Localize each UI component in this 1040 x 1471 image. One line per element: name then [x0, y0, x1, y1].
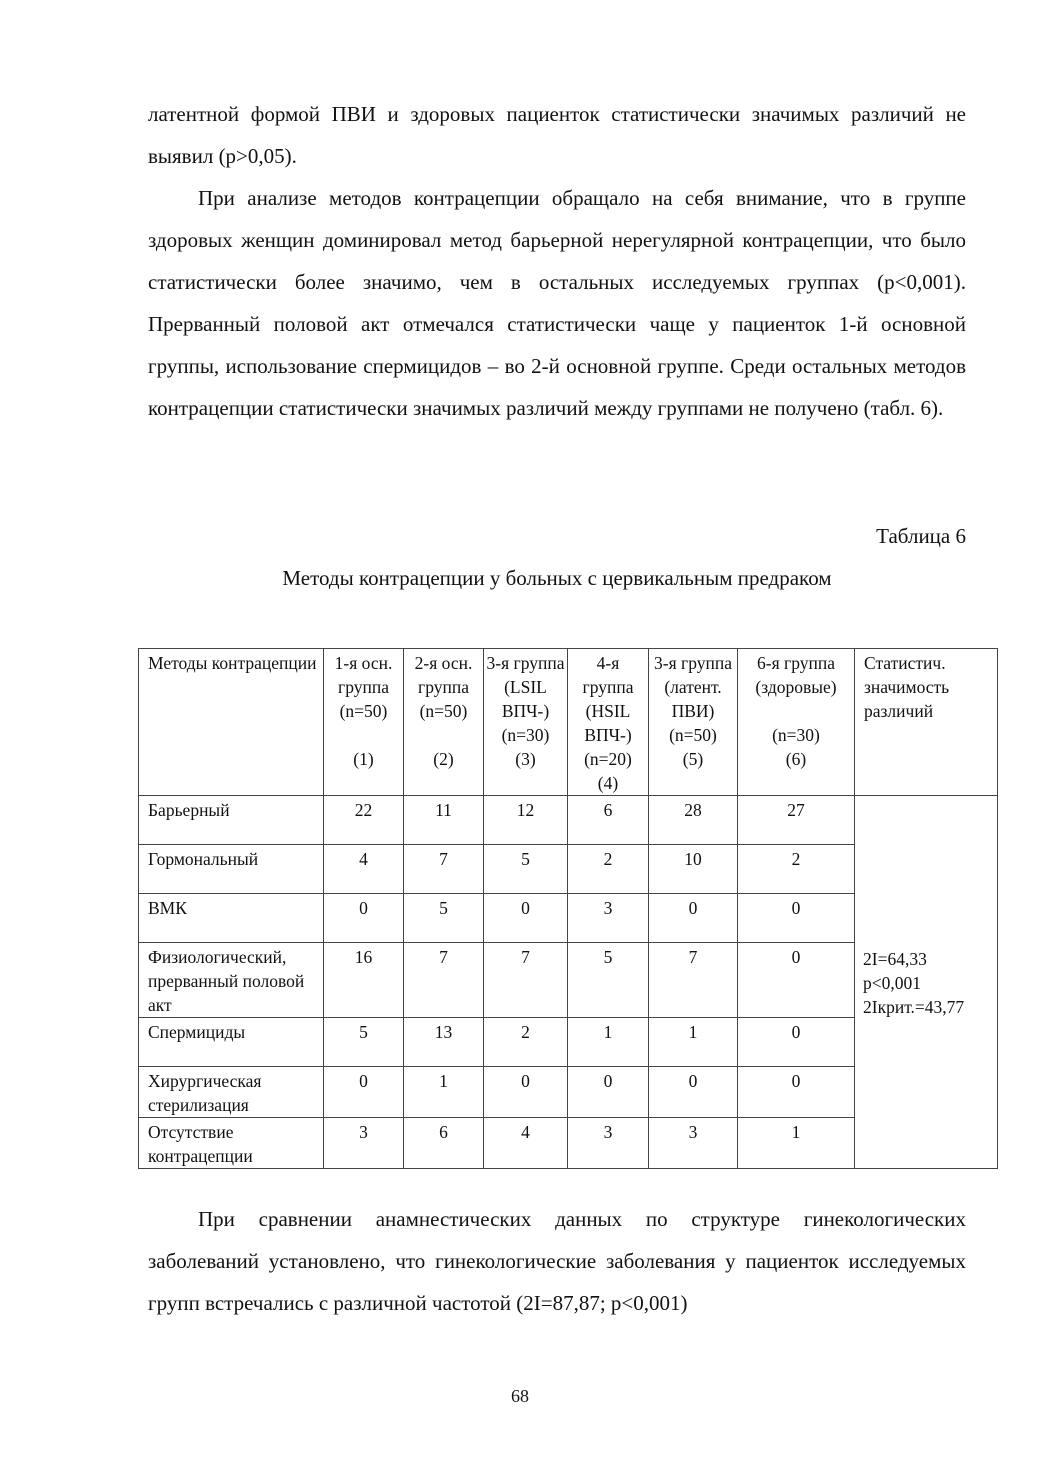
- row-value: 22: [324, 796, 404, 845]
- row-value: 3: [324, 1118, 404, 1169]
- table-label: Таблица 6: [876, 524, 966, 548]
- paragraph-contraception-analysis: При анализе методов контрацепции обращало на себя внимание, что в группе здоровых женщин доминировал метод барьерной нерегулярной контрацепции, что было статистически более значимо, чем в остальных исследуемых группах (p<0,001). Прерванный половой акт отмечался статистически чаще у пациенток 1-й основной группы, использование спермицидов – во 2-й основной группе. Среди остальных методов контрацепции статистически значимых различий между группами не получено (табл. 6).: [148, 186, 966, 420]
- header-group-2-number: (2): [433, 749, 454, 769]
- header-methods: Методы контрацепции: [139, 649, 324, 796]
- header-group-6-label: 6-я группа (здоровые): [755, 653, 837, 697]
- row-value: 1: [568, 1018, 649, 1067]
- row-value: 1: [738, 1118, 855, 1169]
- row-value: 0: [324, 894, 404, 943]
- significance-p: p<0,001: [863, 973, 921, 993]
- row-value: 2: [568, 845, 649, 894]
- header-group-4-label: 4-я группа (HSIL ВПЧ-) (n=20): [582, 653, 634, 769]
- row-value: 2: [738, 845, 855, 894]
- row-value: 4: [484, 1118, 568, 1169]
- row-value: 7: [404, 943, 484, 1018]
- row-value: 27: [738, 796, 855, 845]
- header-group-2: [404, 649, 484, 796]
- row-value: 4: [324, 845, 404, 894]
- header-group-1-number: (1): [353, 749, 374, 769]
- header-group-6: [738, 649, 855, 796]
- row-value: 5: [568, 943, 649, 1018]
- header-group-5-number: (5): [682, 749, 704, 769]
- row-value: 7: [649, 943, 738, 1018]
- row-value: 0: [649, 894, 738, 943]
- row-value: 0: [649, 1067, 738, 1118]
- header-group-1-label: 1-я осн. группа (n=50): [334, 653, 393, 721]
- row-value: 6: [568, 796, 649, 845]
- header-group-3-label: 3-я группа (LSIL ВПЧ-) (n=30): [486, 653, 565, 745]
- row-value: 5: [324, 1018, 404, 1067]
- contraception-table: [138, 648, 998, 1169]
- row-value: 10: [649, 845, 738, 894]
- table-row: [139, 796, 998, 845]
- row-method: Хирургическая стерилизация: [139, 1067, 324, 1118]
- row-method: Барьерный: [139, 796, 324, 845]
- significance-cell: [855, 796, 998, 1169]
- row-value: 7: [484, 943, 568, 1018]
- row-value: 5: [484, 845, 568, 894]
- header-group-3: [484, 649, 568, 796]
- row-method: Физиологический, прерванный половой акт: [139, 943, 324, 1018]
- row-value: 13: [404, 1018, 484, 1067]
- row-value: 16: [324, 943, 404, 1018]
- row-value: 12: [484, 796, 568, 845]
- row-value: 6: [404, 1118, 484, 1169]
- row-value: 11: [404, 796, 484, 845]
- header-group-5-label: 3-я группа (латент. ПВИ) (n=50): [654, 653, 732, 745]
- header-group-1: [324, 649, 404, 796]
- row-value: 0: [484, 1067, 568, 1118]
- row-value: 1: [649, 1018, 738, 1067]
- header-group-6-number: (6): [785, 749, 807, 769]
- header-group-3-number: (3): [515, 749, 536, 769]
- significance-critical: 2Iкрит.=43,77: [863, 997, 965, 1017]
- row-method: Гормональный: [139, 845, 324, 894]
- row-value: 0: [738, 1018, 855, 1067]
- row-method: ВМК: [139, 894, 324, 943]
- header-group-4: [568, 649, 649, 796]
- row-value: 0: [738, 894, 855, 943]
- page-number: 68: [511, 1386, 529, 1406]
- row-value: 3: [568, 1118, 649, 1169]
- row-value: 3: [649, 1118, 738, 1169]
- row-value: 7: [404, 845, 484, 894]
- row-value: 0: [738, 943, 855, 1018]
- header-group-6-n: (n=30): [772, 725, 820, 745]
- row-value: 3: [568, 894, 649, 943]
- header-group-5: [649, 649, 738, 796]
- table-title: Методы контрацепции у больных с цервикальным предраком: [282, 566, 832, 590]
- table-header-row: [139, 649, 998, 796]
- row-value: 2: [484, 1018, 568, 1067]
- row-value: 0: [568, 1067, 649, 1118]
- row-value: 0: [324, 1067, 404, 1118]
- row-method: Спермициды: [139, 1018, 324, 1067]
- header-group-4-number: (4): [597, 773, 619, 793]
- row-value: 5: [404, 894, 484, 943]
- row-value: 28: [649, 796, 738, 845]
- paragraph-gynecological: При сравнении анамнестических данных по структуре гинекологических заболеваний установлено, что гинекологические заболевания у пациенток исследуемых групп встречались с различной частотой (2I=87,87; p<0,001): [148, 1207, 966, 1315]
- header-significance: Статистич. значимость различий: [855, 649, 998, 796]
- row-method: Отсутствие контрацепции: [139, 1118, 324, 1169]
- paragraph-continuation: латентной формой ПВИ и здоровых пациенток статистически значимых различий не выявил (p>0,05).: [148, 102, 966, 168]
- significance-chi2: 2I=64,33: [863, 949, 927, 969]
- row-value: 0: [738, 1067, 855, 1118]
- row-value: 1: [404, 1067, 484, 1118]
- header-group-2-label: 2-я осн. группа (n=50): [414, 653, 473, 721]
- row-value: 0: [484, 894, 568, 943]
